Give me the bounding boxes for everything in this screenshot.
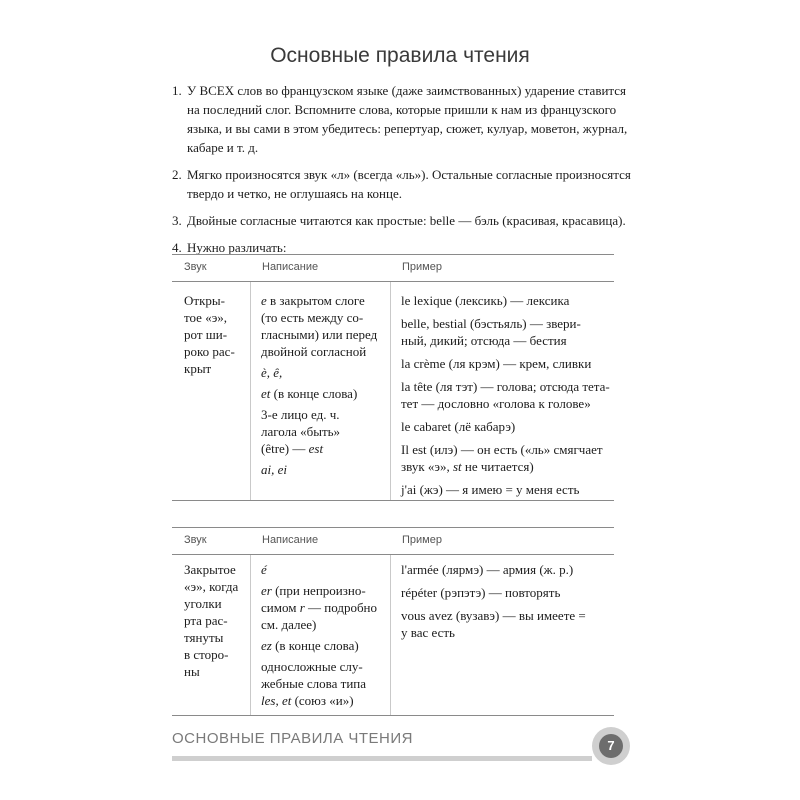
sound-line: рот ши-: [184, 327, 228, 342]
sound-line: рта рас-: [184, 613, 228, 628]
rule-item: [172, 165, 632, 203]
text-run: la tête (ля тэт) — голова; отсюда тета-: [401, 379, 610, 394]
text-run: (союз «и»): [291, 693, 354, 708]
header-example: Пример: [402, 534, 442, 546]
text-run: le cabaret (лё кабарэ): [401, 419, 516, 434]
closed-e-table: [172, 527, 614, 716]
text-run: у вас есть: [401, 625, 455, 640]
rule-line: У ВСЕХ слов во французском языке (даже заимствованных) ударение ставится: [187, 83, 627, 98]
italic-text: ai, ei: [261, 462, 287, 477]
page-title: Основные правила чтения: [270, 44, 530, 67]
cell-entry: [261, 582, 387, 633]
cell-entry: [261, 406, 387, 457]
sound-line: Закрытое: [184, 562, 236, 577]
example-cell: [390, 555, 615, 715]
text-run: (при непроизно-: [271, 583, 366, 598]
cell-entry: [261, 385, 387, 402]
running-footer: [172, 730, 592, 761]
sound-description: [184, 561, 238, 680]
rule-text: [187, 83, 627, 155]
sound-line: крыт: [184, 361, 212, 376]
sound-line: роко рас-: [184, 344, 235, 359]
rule-line: кабаре и т. д.: [187, 140, 259, 155]
text-run: не читается): [461, 459, 534, 474]
italic-text: les, et: [261, 693, 292, 708]
rule-number: 1.: [172, 83, 182, 98]
cell-entry: [401, 355, 611, 372]
spelling-cell: [250, 555, 391, 715]
italic-text: er: [261, 583, 272, 598]
cell-entry: [401, 584, 611, 601]
table-header: [172, 527, 614, 555]
text-run: симом: [261, 600, 300, 615]
header-example: Пример: [402, 261, 442, 273]
text-run: ный, дикий; отсюда — бестия: [401, 333, 567, 348]
sound-description: [184, 292, 235, 377]
rule-text: [187, 167, 631, 201]
rule-line: языка, и вы сами в этом убедитесь: репертуар, сюжет, кулуар, моветон, журнал,: [187, 121, 628, 136]
text-run: 3-е лицо ед. ч.: [261, 407, 340, 422]
sound-cell: [172, 555, 250, 715]
italic-text: è, ê,: [261, 365, 283, 380]
cell-entry: [401, 561, 611, 578]
italic-text: r: [299, 600, 305, 615]
italic-text: st: [452, 459, 462, 474]
text-run: звук «э»,: [401, 459, 453, 474]
rule-line: на последний слог. Вспомните слова, которые пришли к нам из французского: [187, 102, 617, 117]
cell-entry: [261, 364, 387, 381]
sound-line: ны: [184, 664, 200, 679]
text-run: см. далее): [261, 617, 317, 632]
text-run: — подробно: [304, 600, 378, 615]
spelling-list: [261, 561, 387, 713]
cell-entry: [261, 561, 387, 578]
cell-entry: [261, 461, 387, 478]
header-sound: Звук: [184, 261, 207, 273]
cell-entry: [401, 418, 611, 435]
rule-line: твердо и четко, не оглушаясь на конце.: [187, 186, 402, 201]
cell-entry: [401, 607, 611, 641]
text-run: l'armée (лярмэ) — армия (ж. р.): [401, 562, 574, 577]
rule-line: Нужно различать:: [187, 240, 287, 255]
text-run: la crème (ля крэм) — крем, сливки: [401, 356, 592, 371]
rule-line: Двойные согласные читаются как простые: belle — бэль (красивая, красавица).: [187, 213, 626, 228]
header-spelling: Написание: [262, 261, 319, 273]
footer-section-title: ОСНОВНЫЕ ПРАВИЛА ЧТЕНИЯ: [172, 730, 413, 747]
sound-line: тое «э»,: [184, 310, 228, 325]
cell-entry: [401, 481, 611, 498]
rule-number: 4.: [172, 240, 182, 255]
text-run: лагола «быть»: [261, 424, 341, 439]
text-run: vous avez (вузавэ) — вы имеете =: [401, 608, 586, 623]
text-run: (в конце слова): [270, 386, 358, 401]
spelling-list: [261, 292, 387, 482]
rule-item: [172, 211, 632, 230]
cell-entry: [401, 292, 611, 309]
sound-line: тянуты: [184, 630, 224, 645]
text-run: двойной согласной: [261, 344, 367, 359]
sound-cell: [172, 282, 250, 500]
text-run: жебные слова типа: [261, 676, 367, 691]
table-row: [172, 555, 614, 716]
sound-line: в сторо-: [184, 647, 229, 662]
open-e-table: [172, 254, 614, 501]
cell-entry: [401, 315, 611, 349]
sound-line: уголки: [184, 596, 222, 611]
rule-line: Мягко произносятся звук «л» (всегда «ль»). Остальные согласные произносятся: [187, 167, 631, 182]
rule-number: 2.: [172, 167, 182, 182]
text-run: le lexique (лексикь) — лексика: [401, 293, 570, 308]
sound-line: Откры-: [184, 293, 225, 308]
italic-text: et: [261, 386, 271, 401]
cell-entry: [261, 292, 387, 360]
rules-list: [172, 81, 632, 265]
rule-text: [187, 213, 626, 228]
spelling-cell: [250, 282, 391, 500]
text-run: гласными) или перед: [261, 327, 378, 342]
rule-item: [172, 81, 632, 157]
rule-text: [187, 240, 286, 255]
text-run: (в конце слова): [271, 638, 359, 653]
header-spelling: Написание: [262, 534, 319, 546]
cell-entry: [401, 378, 611, 412]
cell-entry: [261, 658, 387, 709]
text-run: répéter (рэпэтэ) — повторять: [401, 585, 561, 600]
text-run: в закрытом слоге: [266, 293, 365, 308]
cell-entry: [261, 637, 387, 654]
text-run: belle, bestial (бэстьяль) — звери-: [401, 316, 581, 331]
text-run: тет — дословно «голова к голове»: [401, 396, 591, 411]
example-list: [401, 292, 611, 504]
text-run: (то есть между со-: [261, 310, 364, 325]
italic-text: é: [261, 562, 267, 577]
page-number: 7: [599, 734, 623, 758]
italic-text: ez: [261, 638, 272, 653]
text-run: (être) —: [261, 441, 309, 456]
example-cell: [390, 282, 615, 500]
text-run: односложные слу-: [261, 659, 363, 674]
table-header: [172, 254, 614, 282]
example-list: [401, 561, 611, 647]
cell-entry: [401, 441, 611, 475]
page-number-badge: [592, 727, 630, 765]
header-sound: Звук: [184, 534, 207, 546]
table-row: [172, 282, 614, 501]
italic-text: e: [261, 293, 267, 308]
text-run: j'ai (жэ) — я имею = у меня есть: [401, 482, 580, 497]
text-run: Il est (илэ) — он есть («ль» смягчает: [401, 442, 603, 457]
rule-number: 3.: [172, 213, 182, 228]
sound-line: «э», когда: [184, 579, 239, 594]
italic-text: est: [308, 441, 324, 456]
